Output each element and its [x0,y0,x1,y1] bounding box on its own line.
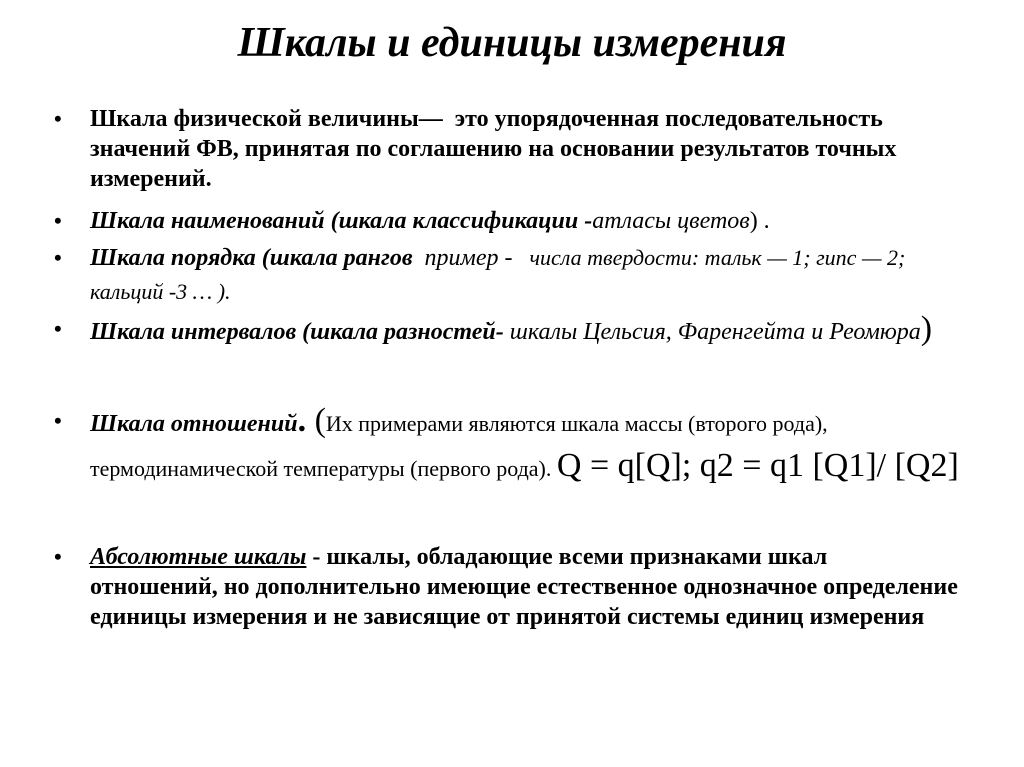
list-item-physical-quantity-scale [54,104,960,194]
item-lead: Шкала физической величины— [90,106,443,132]
bullet-icon: • [54,544,62,569]
item-lead: Абсолютные шкалы [90,544,307,570]
item-lead: Шкала наименований (шкала классификации - [90,208,593,234]
list-item-interval-scale [54,310,960,351]
item-text: это упорядоченная последовательность значений ФВ, принятая по соглашению на основании результатов точных измерений. [90,106,903,192]
list-item-order-scale [54,241,960,309]
item-lead: Шкала порядка (шкала рангов [90,245,413,271]
item-dash: - [306,544,327,570]
item-example: числа твердости: тальк — 1; гипс — 2; кальций -3 … ). [90,245,911,304]
slide-title: Шкалы и единицы измерения [237,20,787,66]
item-paren: ( [314,402,326,439]
item-text: Их примерами являются шкала массы (второго рода), термодинамической температуры (первого рода). [90,411,828,481]
list-item-naming-scale [54,206,960,236]
list-item-ratio-scale [54,400,960,490]
item-mid: пример - [412,245,519,271]
item-lead: Шкала отношений [90,411,298,437]
bullet-icon: • [54,208,62,233]
bullet-icon: • [54,316,62,341]
list-item-absolute-scale [54,542,960,632]
bullet-icon: • [54,106,62,131]
item-example: шкалы Цельсия, Фаренгейта и Реомюра [503,319,921,345]
item-lead: Шкала интервалов (шкала разностей- [90,319,504,345]
bullet-icon: • [54,408,62,433]
item-formula: Q = q[Q]; q2 = q1 [Q1]/ [Q2] [556,447,959,484]
bullet-icon: • [54,245,62,270]
item-dot: . [297,402,315,439]
item-example: атласы цветов [592,208,750,234]
item-text: шкалы, обладающие всеми признаками шкал отношений, но дополнительно имеющие естественное однозначное определение единицы измерения и не зависящие от принятой системы единиц измерения [90,544,958,630]
item-tail: ) . [749,208,770,234]
item-tail: ) [920,310,933,347]
